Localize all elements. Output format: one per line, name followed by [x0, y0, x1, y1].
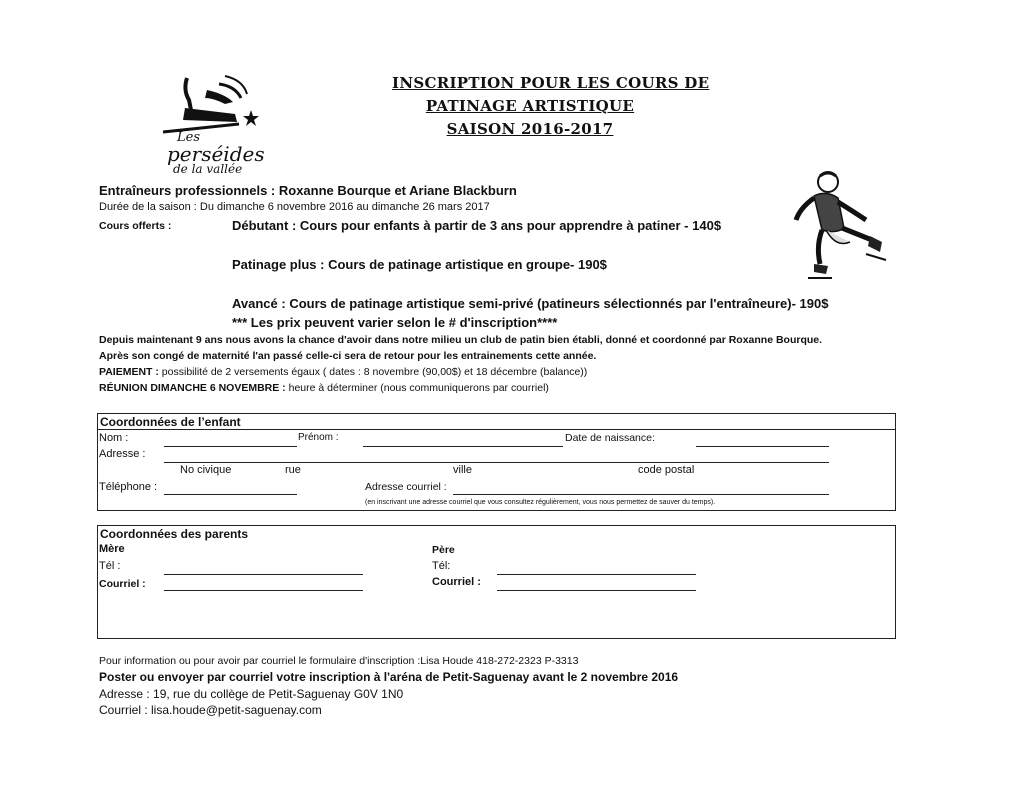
history-line-1: Depuis maintenant 9 ans nous avons la chance d'avoir dans notre milieu un club de patin bien établi, donné et coordonné par Roxanne Bourque.	[99, 334, 823, 346]
payment-line	[99, 366, 587, 378]
meeting-label: RÉUNION DIMANCHE 6 NOVEMBRE :	[99, 382, 286, 394]
history-line-2: Après son congé de maternité l'an passé celle-ci sera de retour pour les entrainements cette année.	[99, 350, 597, 362]
payment-label: PAIEMENT :	[99, 366, 159, 378]
footer-info: Pour information ou pour avoir par courriel le formulaire d'inscription :Lisa Houde 418-272-2323 P-3313	[99, 655, 579, 667]
course-beginner: Débutant : Cours pour enfants à partir de 3 ans pour apprendre à patiner - 140$	[232, 218, 722, 233]
payment-text: possibilité de 2 versements égaux ( dates : 8 novembre (90,00$) et 18 décembre (balance))	[158, 366, 588, 378]
title-line-3: SAISON 2016-2017	[446, 120, 614, 138]
skater-logo-icon	[155, 72, 265, 134]
address-civic-label: No civique	[180, 464, 232, 476]
courses-label: Cours offerts :	[99, 220, 172, 232]
mother-email-field[interactable]	[164, 590, 363, 591]
course-advanced: Avancé : Cours de patinage artistique semi-privé (patineurs sélectionnés par l'entraîneure)- 190$	[232, 296, 829, 311]
footer-address: Adresse : 19, rue du collège de Petit-Saguenay G0V 1N0	[99, 687, 404, 701]
mother-phone-field[interactable]	[164, 574, 363, 575]
price-note: *** Les prix peuvent varier selon le # d'inscription****	[232, 315, 558, 330]
child-email-field[interactable]	[453, 494, 829, 495]
father-phone-label: Tél:	[432, 560, 451, 572]
mother-email-label: Courriel :	[99, 578, 146, 590]
child-email-label: Adresse courriel :	[365, 481, 447, 493]
child-address-label: Adresse :	[99, 448, 146, 460]
address-city-label: ville	[453, 464, 472, 476]
child-firstname-field[interactable]	[363, 446, 563, 447]
father-phone-field[interactable]	[497, 574, 696, 575]
child-dob-label: Date de naissance:	[565, 432, 655, 444]
child-email-note: (en inscrivant une adresse courriel que vous consultez régulièrement, vous nous permettez de sauver du temps).	[365, 499, 716, 506]
footer-send: Poster ou envoyer par courriel votre inscription à l'aréna de Petit-Saguenay avant le 2 novembre 2016	[99, 670, 679, 684]
child-heading-rule	[97, 429, 896, 430]
child-phone-label: Téléphone :	[99, 481, 158, 493]
child-heading: Coordonnées de l’enfant	[100, 415, 241, 429]
season-duration: Durée de la saison : Du dimanche 6 novembre 2016 au dimanche 26 mars 2017	[99, 201, 490, 213]
father-email-label: Courriel :	[432, 576, 481, 588]
meeting-line	[99, 382, 549, 394]
parents-heading: Coordonnées des parents	[100, 527, 249, 541]
mother-phone-label: Tél :	[99, 560, 121, 572]
course-skate-plus: Patinage plus : Cours de patinage artistique en groupe- 190$	[232, 257, 607, 272]
logo-line-3: de la vallée	[173, 162, 243, 176]
footer-email: Courriel : lisa.houde@petit-saguenay.com	[99, 703, 322, 717]
address-postal-label: code postal	[638, 464, 695, 476]
coaches-line: Entraîneurs professionnels : Roxanne Bourque et Ariane Blackburn	[99, 183, 517, 198]
child-address-field[interactable]	[164, 462, 829, 463]
child-name-field[interactable]	[164, 446, 297, 447]
mother-label: Mère	[99, 543, 125, 555]
skater-illustration-icon	[786, 168, 890, 286]
address-street-label: rue	[285, 464, 301, 476]
father-email-field[interactable]	[497, 590, 696, 591]
meeting-text: heure à déterminer (nous communiquerons par courriel)	[285, 382, 549, 394]
club-logo	[155, 72, 265, 182]
child-firstname-label: Prénom :	[298, 432, 339, 443]
title-line-2: PATINAGE ARTISTIQUE	[425, 97, 635, 115]
logo-line-1: Les	[177, 130, 200, 145]
logo-line-2: perséides	[167, 142, 265, 166]
parents-info-box	[97, 525, 896, 639]
child-name-label: Nom :	[99, 432, 129, 444]
child-phone-field[interactable]	[164, 494, 297, 495]
father-label: Père	[432, 544, 455, 556]
title-line-1: INSCRIPTION POUR LES COURS DE	[392, 74, 710, 92]
child-dob-field[interactable]	[696, 446, 829, 447]
